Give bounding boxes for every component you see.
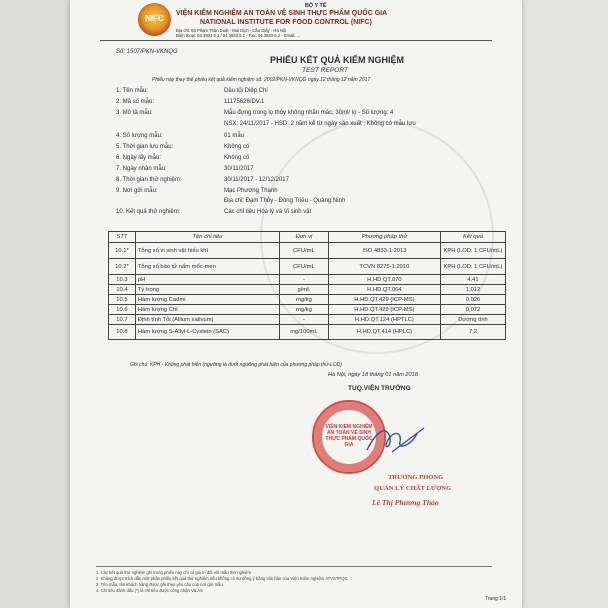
- field-value: Các chỉ tiêu Hóa lý và Vi sinh vật: [224, 209, 312, 215]
- field-label: 4. Số lượng mẫu:: [116, 133, 163, 139]
- row-result: KPH (LOD: 1 CFU/mL): [441, 259, 506, 275]
- row-parameter: Hàm lượng S-Allyl-L-Cystein (SAC): [135, 325, 279, 340]
- row-method: H.HD.QT.124 (HPTLC): [328, 315, 440, 325]
- row-unit: g/mL: [280, 285, 329, 295]
- header-stt: STT: [109, 232, 136, 243]
- row-unit: -: [280, 315, 329, 325]
- row-stt: 10.7: [109, 315, 136, 325]
- row-stt: 10.4: [109, 285, 136, 295]
- row-result: 1,012: [441, 285, 506, 295]
- field-label: 5. Thời gian lưu mẫu:: [116, 144, 174, 150]
- row-result: 0,026: [441, 295, 506, 305]
- institute-en: NATIONAL INSTITUTE FOR FOOD CONTROL (NIFC): [200, 19, 372, 26]
- row-result: 4,41: [441, 275, 506, 285]
- table-row: [109, 243, 506, 259]
- department-name: QUẢN LÝ CHẤT LƯỢNG: [374, 485, 452, 492]
- field-label: 7. Ngày nhận mẫu:: [116, 166, 167, 172]
- row-result: KPH (LOD: 1 CFU/mL): [441, 243, 506, 259]
- seal-text: VIỆN KIỂM NGHIỆM AN TOÀN VỆ SINH THỰC PHẨM QUỐC GIA: [325, 424, 373, 448]
- table-header-row: [109, 232, 506, 243]
- footnote-4: 4. Chỉ tiêu đánh dấu (*) là chỉ tiêu được công nhận VILAS: [96, 588, 203, 593]
- table-row: [109, 259, 506, 275]
- field-label: 8. Thời gian thử nghiệm:: [116, 177, 182, 183]
- signature-image: [362, 420, 432, 460]
- row-method: ISO 4833-1:2013: [328, 243, 440, 259]
- footnote-2: 2. Không được trích dẫn một phần phiếu kết quả thử nghiệm nếu không có sự đồng ý bằng văn bản của Viện Kiểm nghiệm ATVSTPQG: [96, 576, 348, 581]
- field-label: 3. Mô tả mẫu:: [116, 110, 153, 116]
- footnote-3: 3. Tên mẫu, tên khách hàng được ghi theo yêu cầu của nơi gửi mẫu: [96, 582, 223, 587]
- table-row: [109, 275, 506, 285]
- signer-name: Lê Thị Phương Thảo: [372, 498, 439, 507]
- field-value: 11175626/DV.1: [224, 99, 265, 105]
- row-method: H.HD.QT.414 (HPLC): [328, 325, 440, 340]
- header-divider: [100, 40, 492, 41]
- row-stt: 10.3: [109, 275, 136, 285]
- row-parameter: Tổng số vi sinh vật hiếu khí: [135, 243, 279, 259]
- background-left: [0, 0, 70, 608]
- header-parameter: Tên chỉ tiêu: [135, 232, 279, 243]
- row-parameter: Tổng số bào tử nấm mốc-men: [135, 259, 279, 275]
- row-method: H.HD.QT.429 (ICP-MS): [328, 305, 440, 315]
- signer-title: TUQ.VIỆN TRƯỞNG: [348, 385, 411, 392]
- background-right: [522, 0, 608, 608]
- field-value: Dầu tỏi Diệp Chi: [224, 88, 268, 94]
- field-value: Không có: [224, 144, 250, 150]
- row-result: 0,072: [441, 305, 506, 315]
- footnote-1: 1. Các kết quả thử nghiệm ghi trong phiếu này chỉ có giá trị đối với mẫu thử nghiệm: [96, 570, 251, 575]
- footer-divider: [96, 566, 492, 567]
- row-stt: 10.8: [109, 325, 136, 340]
- row-parameter: Hàm lượng Chì: [135, 305, 279, 315]
- table-row: [109, 325, 506, 340]
- row-unit: CFU/mL: [280, 243, 329, 259]
- test-report-document: [70, 0, 522, 608]
- doc-number: Số: 1507/PKN-VKNQG: [116, 49, 178, 55]
- department-title: TRƯỞNG PHÒNG: [388, 474, 444, 481]
- field-value: 30/11/2017 - 12/12/2017: [224, 177, 289, 183]
- report-title-en: TEST REPORT: [302, 67, 349, 74]
- header-method: Phương pháp thử: [328, 232, 440, 243]
- table-note: Ghi chú: KPH - Không phát hiện (ngưỡng là dưới ngưỡng phát hiện của phương pháp thử-LOD): [130, 362, 342, 368]
- row-unit: -: [280, 275, 329, 285]
- date-line: Hà Nội, ngày 18 tháng 01 năm 2018: [328, 372, 418, 378]
- row-stt: 10.5: [109, 295, 136, 305]
- table-row: [109, 295, 506, 305]
- row-parameter: Tỷ trọng: [135, 285, 279, 295]
- header-unit: Đơn vị: [280, 232, 329, 243]
- header-result: Kết quả: [441, 232, 506, 243]
- nifc-logo: [138, 3, 171, 36]
- field-label: 1. Tên mẫu:: [116, 88, 148, 94]
- field-value: 01 mẫu: [224, 133, 245, 139]
- institute-contact: Điện thoại: 04.3933.5.1 / 04.3933.5.1 - Fax: 04.3933.5.2 - Email: ...: [176, 33, 301, 38]
- row-stt: 10.1*: [109, 243, 136, 259]
- table-row: [109, 315, 506, 325]
- field-value: NSX: 24/11/2017 - HSD: 2 năm kể từ ngày sản xuất ; Không có mẫu lưu: [224, 121, 416, 127]
- ministry-name: BỘ Y TẾ: [305, 3, 327, 9]
- page-number: Trang 1/1: [485, 596, 507, 602]
- report-title: PHIẾU KẾT QUẢ KIỂM NGHIỆM: [270, 55, 405, 65]
- table-row: [109, 305, 506, 315]
- row-method: H.HD.QT.064: [328, 285, 440, 295]
- field-label: 9. Nơi gửi mẫu:: [116, 188, 158, 194]
- row-stt: 10.2*: [109, 259, 136, 275]
- row-unit: CFU/mL: [280, 259, 329, 275]
- logo-text: NIFC: [145, 14, 164, 23]
- row-parameter: pH: [135, 275, 279, 285]
- results-table: [108, 231, 506, 340]
- field-label: 6. Ngày lấy mẫu:: [116, 155, 162, 161]
- field-value: 30/11/2017: [224, 166, 254, 172]
- field-label: 10. Kết quả thử nghiệm:: [116, 209, 181, 215]
- row-method: TCVN 8275-1:2010: [328, 259, 440, 275]
- row-method: H.HD.QT.429 (ICP-MS): [328, 295, 440, 305]
- row-unit: mg/100mL: [280, 325, 329, 340]
- row-stt: 10.6: [109, 305, 136, 315]
- row-parameter: Hàm lượng Cadmi: [135, 295, 279, 305]
- replacement-note: Phiếu này thay thế phiếu kết quả kiểm nghiệm số: 2002/PKN-VKNQG ngày 12 tháng 12 năm 2017: [152, 77, 371, 83]
- row-unit: mg/kg: [280, 295, 329, 305]
- institute-address: Địa chỉ: 65 Phạm Thận Duật - Mai Dịch - Cầu Giấy - Hà Nội: [176, 28, 287, 33]
- field-value: Mẫu đựng trong lọ thủy không nhãn mác, 30ml/ lọ - Số lượng: 4: [224, 110, 394, 116]
- field-value: Mạc Phương Thanh: [224, 188, 278, 194]
- row-method: H.HD.QT.070: [328, 275, 440, 285]
- table-body: [109, 243, 506, 340]
- field-value: Địa chỉ: Đạm Thủy - Đông Triều - Quảng Ninh: [224, 198, 346, 204]
- row-result: 7,2: [441, 325, 506, 340]
- field-value: Không có: [224, 155, 250, 161]
- institute-vn: VIỆN KIỂM NGHIỆM AN TOÀN VỆ SINH THỰC PHẨM QUỐC GIA: [176, 10, 388, 17]
- field-label: 2. Mã số mẫu:: [116, 99, 155, 105]
- row-result: Dương tính: [441, 315, 506, 325]
- row-parameter: Định tính Tỏi (Allium sativum): [135, 315, 279, 325]
- row-unit: mg/kg: [280, 305, 329, 315]
- table-row: [109, 285, 506, 295]
